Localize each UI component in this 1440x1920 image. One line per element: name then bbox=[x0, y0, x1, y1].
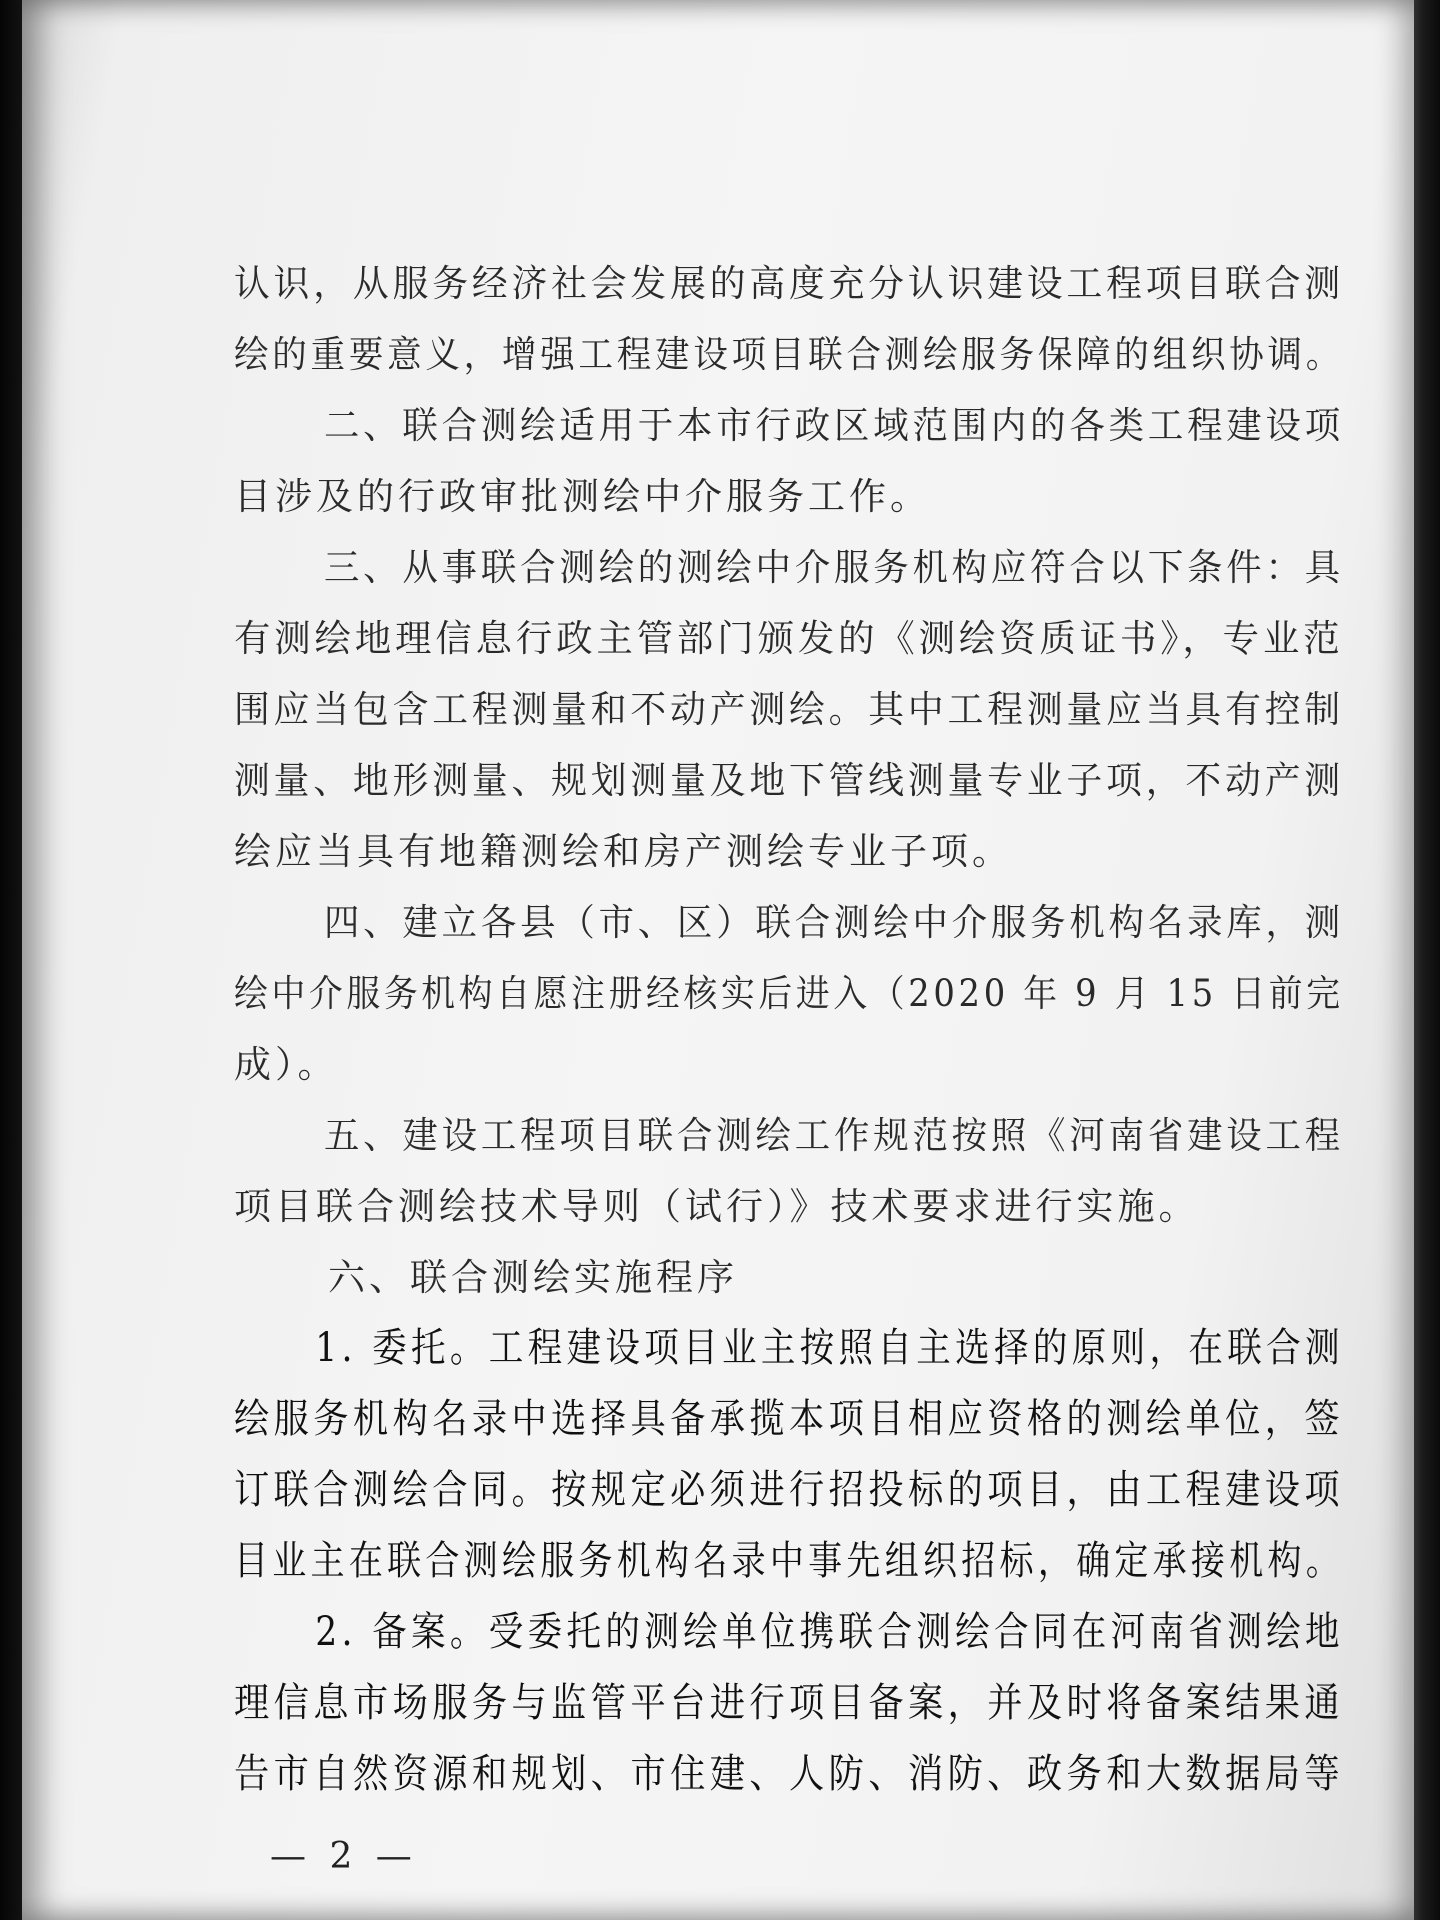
text-line: 绘服务机构名录中选择具备承揽本项目相应资格的测绘单位，签 bbox=[234, 1396, 1345, 1442]
text-line: 理信息市场服务与监管平台进行项目备案，并及时将备案结果通 bbox=[234, 1680, 1345, 1726]
text-line: 二、联合测绘适用于本市行政区域范围内的各类工程建设项 bbox=[323, 404, 1345, 447]
document-body bbox=[234, 248, 1344, 1810]
document-page bbox=[22, 0, 1414, 1920]
text-line: 五、建设工程项目联合测绘工作规范按照《河南省建设工程 bbox=[323, 1114, 1345, 1157]
photo-background-right bbox=[1410, 0, 1440, 1920]
text-line: 目涉及的行政审批测绘中介服务工作。 bbox=[234, 475, 931, 518]
text-line: 项目联合测绘技术导则（试行）》技术要求进行实施。 bbox=[234, 1185, 1200, 1228]
text-line: 三、从事联合测绘的测绘中介服务机构应符合以下条件：具 bbox=[323, 546, 1345, 589]
text-line: 绘应当具有地籍测绘和房产测绘专业子项。 bbox=[234, 830, 1013, 873]
text-line: 测量、地形测量、规划测量及地下管线测量专业子项，不动产测 bbox=[234, 759, 1345, 802]
page-number: — 2 — bbox=[270, 1836, 418, 1877]
text-line: 绘中介服务机构自愿注册经核实后进入（2020 年 9 月 15 日前完 bbox=[234, 972, 1344, 1015]
section-heading: 六、联合测绘实施程序 bbox=[328, 1256, 738, 1299]
text-line: 目业主在联合测绘服务机构名录中事先组织招标，确定承接机构。 bbox=[234, 1538, 1345, 1584]
text-line: 有测绘地理信息行政主管部门颁发的《测绘资质证书》，专业范 bbox=[234, 617, 1344, 660]
text-line: 围应当包含工程测量和不动产测绘。其中工程测量应当具有控制 bbox=[234, 688, 1345, 731]
text-line: 2. 备案。受委托的测绘单位携联合测绘合同在河南省测绘地 bbox=[315, 1609, 1344, 1655]
text-line: 绘的重要意义，增强工程建设项目联合测绘服务保障的组织协调。 bbox=[234, 333, 1345, 376]
text-line: 告市自然资源和规划、市住建、人防、消防、政务和大数据局等 bbox=[234, 1751, 1345, 1797]
text-line: 四、建立各县（市、区）联合测绘中介服务机构名录库，测 bbox=[323, 901, 1345, 944]
text-line: 成）。 bbox=[234, 1043, 339, 1086]
text-line: 订联合测绘合同。按规定必须进行招投标的项目，由工程建设项 bbox=[234, 1467, 1345, 1513]
text-line: 认识，从服务经济社会发展的高度充分认识建设工程项目联合测 bbox=[234, 262, 1345, 305]
text-line: 1. 委托。工程建设项目业主按照自主选择的原则，在联合测 bbox=[315, 1325, 1344, 1371]
